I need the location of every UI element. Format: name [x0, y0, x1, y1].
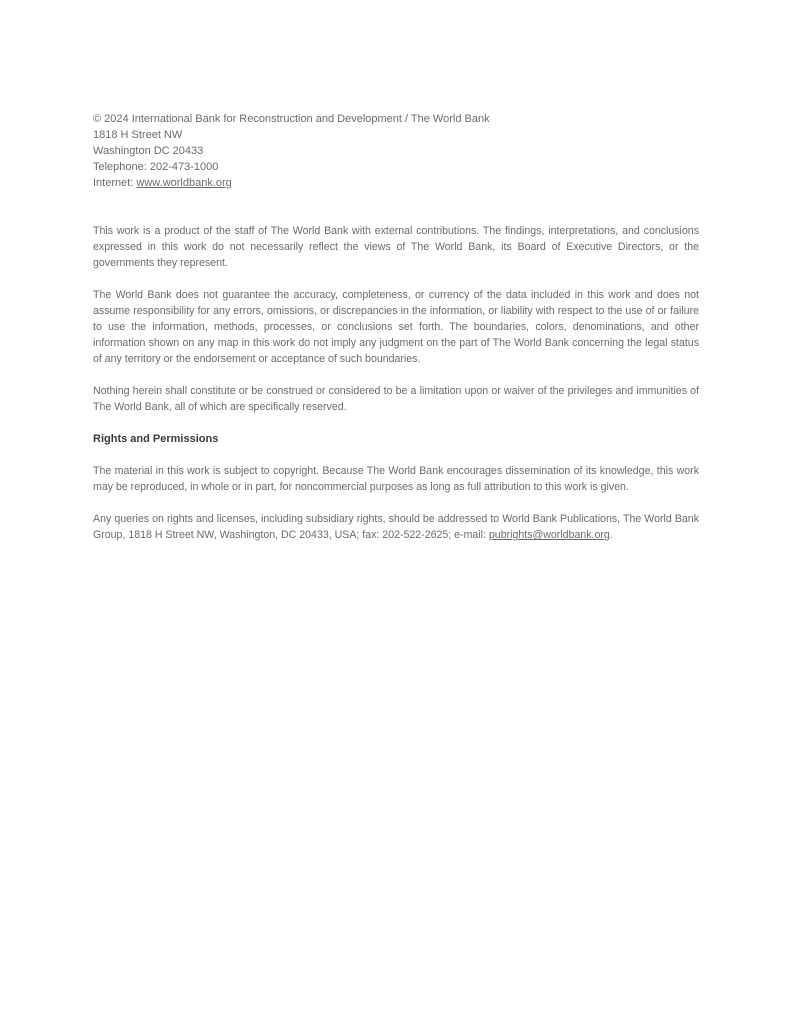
telephone-line: Telephone: 202-473-1000 [93, 161, 219, 173]
internet-line [93, 175, 699, 191]
copyright-line: © 2024 International Bank for Reconstruction and Development / The World Bank [93, 113, 490, 125]
website-link[interactable]: www.worldbank.org [136, 177, 232, 189]
internet-label: Internet: [93, 177, 137, 189]
pubrights-email-link[interactable]: pubrights@worldbank.org [488, 529, 610, 541]
publisher-address [93, 111, 699, 191]
copyright-page [93, 111, 699, 543]
city-line: Washington DC 20433 [93, 145, 204, 157]
street-line: 1818 H Street NW [93, 129, 183, 141]
rights-paragraph-2-end: . [609, 529, 613, 541]
disclaimer-paragraph-1: This work is a product of the staff of The World Bank with external contributions. The findings, interpretations, and conclusions expressed in this work do not necessarily reflect the views of The World Bank, its Board of Executive Directors, or the governments they represent. [93, 225, 699, 269]
rights-paragraph-2-text: Any queries on rights and licenses, including subsidiary rights, should be addressed to World Bank Publications, The World Bank Group, 1818 H Street NW, Washington, DC 20433, USA; fax: 202-522-2625; e-mail: [93, 513, 699, 541]
rights-heading: Rights and Permissions [93, 433, 219, 445]
rights-paragraph-2 [93, 511, 699, 543]
disclaimer-paragraph-3: Nothing herein shall constitute or be construed or considered to be a limitation upon or waiver of the privileges and immunities of The World Bank, all of which are specifically reserved. [93, 385, 699, 413]
rights-paragraph-1: The material in this work is subject to copyright. Because The World Bank encourages dissemination of its knowledge, this work may be reproduced, in whole or in part, for noncommercial purposes as long as full attribution to this work is given. [93, 465, 699, 493]
disclaimer-paragraph-2: The World Bank does not guarantee the accuracy, completeness, or currency of the data included in this work and does not assume responsibility for any errors, omissions, or discrepancies in the information, or liability with respect to the use of or failure to use the information, methods, processes, or conclusions set forth. The boundaries, colors, denominations, and other information shown on any map in this work do not imply any judgment on the part of The World Bank concerning the legal status of any territory or the endorsement or acceptance of such boundaries. [93, 289, 699, 365]
